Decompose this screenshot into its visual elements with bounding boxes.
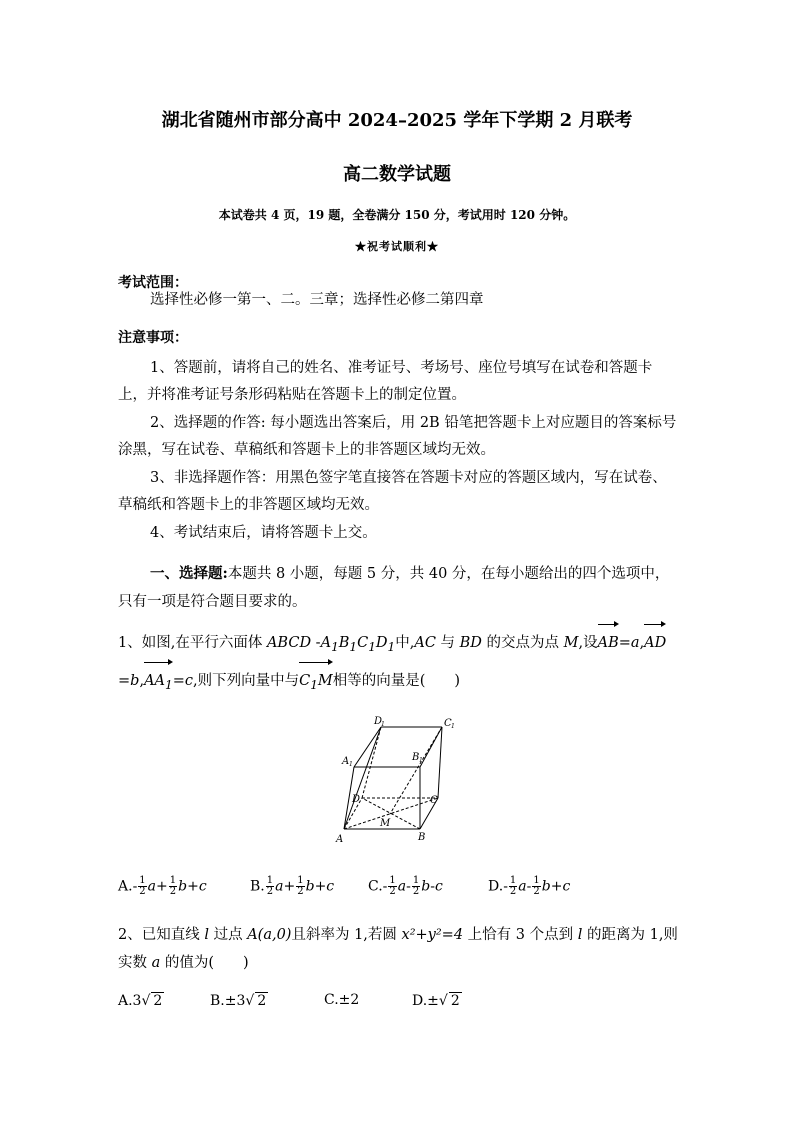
q2-text: 上恰有 3 个点到 xyxy=(463,927,578,943)
exam-title: 湖北省随州市部分高中 2024–2025 学年下学期 2 月联考 xyxy=(161,110,633,131)
note-item-2: 2、选择题的作答: 每小题选出答案后，用 2B 铅笔把答题卡上对应题目的答案标号涂黑，写在试卷、草稿纸和答题卡上的非答题区域均无效。 xyxy=(118,415,677,458)
section-one-intro xyxy=(118,560,678,616)
diagonal-bd xyxy=(362,798,420,829)
section-one-label: 一、选择题: xyxy=(150,565,228,582)
svg-text:1: 1 xyxy=(349,761,353,768)
label-b: B xyxy=(418,832,426,843)
q1-text: = xyxy=(618,635,631,651)
exam-subtitle: 高二数学试题 xyxy=(343,164,451,185)
q1-solid-top: $A_1B_1C_1D_1$ xyxy=(320,635,396,654)
q1-text: ,则下列向量中与 xyxy=(192,672,300,689)
label-d1: D xyxy=(374,716,383,727)
label-c1: C xyxy=(444,718,452,729)
edge-cc1 xyxy=(438,727,442,798)
parallelepiped-figure xyxy=(330,712,465,847)
q2-option-b[interactable]: B.±3√ 2 xyxy=(210,993,267,1009)
label-b1: B xyxy=(412,752,420,763)
q1-text: , xyxy=(639,635,645,651)
edge-a1d1 xyxy=(354,727,381,767)
svg-text:1: 1 xyxy=(419,757,423,764)
question-2-options xyxy=(118,992,678,1016)
label-m: M xyxy=(380,818,391,829)
q1-ac: AC xyxy=(414,635,436,651)
q1-text: 的交点为点 xyxy=(481,635,564,651)
q1-var-a: a xyxy=(630,635,640,651)
q2-circle-eq: x²+y²=4 xyxy=(401,927,464,943)
q1-option-d[interactable]: D.- $\frac{1}{2}$ a- $\frac{1}{2}$ b+c xyxy=(488,875,571,897)
q2-line-l: l xyxy=(577,927,583,943)
q1-option-c[interactable]: C.- $\frac{1}{2}$ a- $\frac{1}{2}$ b-c xyxy=(368,875,443,897)
question-2-stem xyxy=(118,921,678,977)
q2-text: 且斜率为 1,若圆 xyxy=(291,927,402,943)
note-item-3: 3、非选择题作答：用黑色签字笔直接答在答题卡对应的答题区域内，写在试卷、草稿纸和答题卡上的非答题区域均无效。 xyxy=(118,470,667,513)
q2-option-d[interactable]: D.±√ 2 xyxy=(412,993,460,1009)
vector-ad: AD xyxy=(644,626,666,660)
q1-text: = xyxy=(118,672,131,689)
q2-line-l: l xyxy=(204,927,209,943)
label-a1: A xyxy=(342,756,350,767)
vector-aa1: $AA_1$ xyxy=(144,664,173,702)
q1-text: = xyxy=(172,672,185,689)
q1-text: 1、如图,在平行六面体 xyxy=(118,635,267,651)
vector-ab: AB xyxy=(598,626,619,660)
q1-point-m: M xyxy=(563,635,579,651)
q1-text: 相等的向量是( ) xyxy=(332,672,461,689)
note-item-1: 1、答题前，请将自己的姓名、准考证号、考场号、座位号填写在试卷和答题卡上，并将准考证号条形码粘贴在答题卡上的制定位置。 xyxy=(118,360,653,403)
q2-text: 的值为( ) xyxy=(160,955,249,971)
label-c: C xyxy=(430,795,438,806)
question-1-stem xyxy=(118,626,678,702)
q1-bd: BD xyxy=(459,635,482,651)
question-1-options xyxy=(118,876,678,900)
q1-var-c: c xyxy=(184,672,193,689)
q1-text: 与 xyxy=(435,635,460,651)
q2-text: 过点 xyxy=(208,927,248,943)
label-a: A xyxy=(336,834,344,845)
exam-info: 本试卷共 4 页，19 题，全卷满分 150 分，考试用时 120 分钟。 xyxy=(218,208,576,222)
vector-c1m: $C_1M$ xyxy=(299,664,333,702)
notes-label: 注意事项： xyxy=(118,330,188,346)
label-d: D xyxy=(352,794,361,805)
q1-text: 中, xyxy=(395,635,415,651)
q2-text: 的距离为 1,则实数 xyxy=(118,927,678,971)
q2-text: 2、已知直线 xyxy=(118,927,205,943)
q2-point-a: A(a,0) xyxy=(247,927,292,943)
svg-text:1: 1 xyxy=(451,723,455,730)
note-item-4: 4、考试结束后，请将答题卡上交。 xyxy=(150,525,377,541)
section-one-text: 本题共 8 小题，每题 5 分，共 40 分，在每小题给出的四个选项中，只有一项是符合题目要求的。 xyxy=(118,566,670,610)
q1-text: ,设 xyxy=(578,635,598,651)
q1-solid: ABCD xyxy=(266,635,312,651)
scope-content: 选择性必修一第一、二。三章；选择性必修二第四章 xyxy=(150,292,484,308)
edge-aa1-back xyxy=(344,727,381,829)
edge-dd1-hidden xyxy=(362,727,381,798)
q1-text: , xyxy=(139,672,145,689)
q2-var-a: a xyxy=(151,955,161,971)
q1-var-b: b xyxy=(130,672,140,689)
q1-text: - xyxy=(311,635,321,651)
svg-text:1: 1 xyxy=(381,721,385,728)
good-luck-line: ★祝考试顺利★ xyxy=(355,240,439,253)
scope-label: 考试范围： xyxy=(118,275,188,291)
q1-option-a[interactable]: A.- $\frac{1}{2}$ a+ $\frac{1}{2}$ b+c xyxy=(118,875,207,897)
q2-option-c[interactable]: C.±2 xyxy=(324,992,360,1008)
q2-option-a[interactable]: A.3√ 2 xyxy=(118,993,163,1009)
q1-option-b[interactable]: B. $\frac{1}{2}$ a+ $\frac{1}{2}$ b+c xyxy=(250,875,335,897)
